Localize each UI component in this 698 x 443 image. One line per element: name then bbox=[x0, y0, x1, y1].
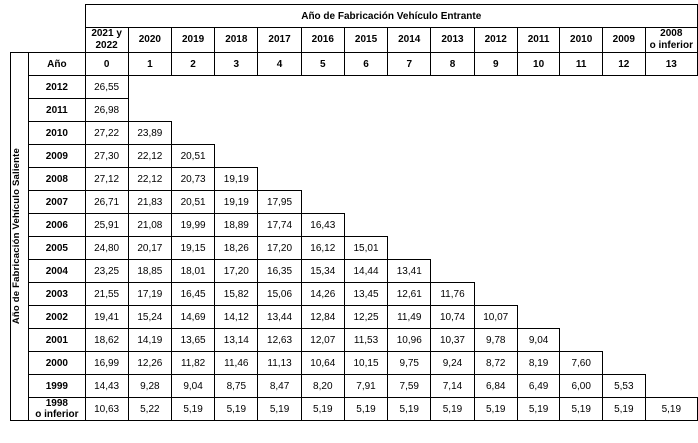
empty-cell bbox=[128, 76, 171, 99]
empty-cell bbox=[128, 99, 171, 122]
value-cell: 9,24 bbox=[431, 352, 474, 375]
table-row bbox=[11, 191, 698, 214]
value-cell: 20,51 bbox=[171, 145, 214, 168]
empty-cell bbox=[258, 76, 301, 99]
empty-cell bbox=[388, 76, 431, 99]
value-cell: 13,44 bbox=[258, 306, 301, 329]
empty-cell bbox=[517, 168, 560, 191]
value-cell: 23,25 bbox=[85, 260, 128, 283]
value-cell: 6,49 bbox=[517, 375, 560, 398]
incoming-year-header: 2011 bbox=[517, 28, 560, 53]
value-cell: 20,73 bbox=[171, 168, 214, 191]
value-cell: 15,24 bbox=[128, 306, 171, 329]
side-header-label: Año de Fabricación Vehículo Saliente bbox=[11, 148, 22, 325]
value-cell: 14,69 bbox=[171, 306, 214, 329]
value-cell: 10,64 bbox=[301, 352, 344, 375]
row-year-label: 2002 bbox=[29, 306, 85, 329]
empty-cell bbox=[258, 122, 301, 145]
age-index-header: 1 bbox=[128, 53, 171, 76]
table-row bbox=[11, 375, 698, 398]
row-year-label: 2011 bbox=[29, 99, 85, 122]
value-cell: 8,19 bbox=[517, 352, 560, 375]
empty-cell bbox=[560, 168, 603, 191]
empty-cell bbox=[388, 168, 431, 191]
empty-cell bbox=[215, 122, 258, 145]
empty-cell bbox=[301, 191, 344, 214]
value-cell: 23,89 bbox=[128, 122, 171, 145]
value-cell: 19,19 bbox=[215, 168, 258, 191]
row-year-label: 2007 bbox=[29, 191, 85, 214]
empty-cell bbox=[215, 145, 258, 168]
empty-cell bbox=[645, 76, 697, 99]
empty-cell bbox=[388, 145, 431, 168]
empty-cell bbox=[431, 214, 474, 237]
empty-cell bbox=[645, 145, 697, 168]
empty-cell bbox=[517, 237, 560, 260]
row-year-label: 2008 bbox=[29, 168, 85, 191]
corner-blank bbox=[11, 5, 29, 28]
value-cell: 14,19 bbox=[128, 329, 171, 352]
empty-cell bbox=[301, 122, 344, 145]
value-cell: 10,15 bbox=[344, 352, 387, 375]
empty-cell bbox=[645, 214, 697, 237]
value-cell: 17,20 bbox=[215, 260, 258, 283]
value-cell: 10,96 bbox=[388, 329, 431, 352]
value-cell: 15,06 bbox=[258, 283, 301, 306]
value-cell: 15,34 bbox=[301, 260, 344, 283]
empty-cell bbox=[431, 145, 474, 168]
value-cell: 19,99 bbox=[171, 214, 214, 237]
value-cell: 5,19 bbox=[344, 398, 387, 421]
empty-cell bbox=[215, 76, 258, 99]
empty-cell bbox=[344, 122, 387, 145]
value-cell: 12,84 bbox=[301, 306, 344, 329]
value-cell: 20,51 bbox=[171, 191, 214, 214]
empty-cell bbox=[474, 168, 517, 191]
table-row bbox=[11, 145, 698, 168]
age-index-header: 9 bbox=[474, 53, 517, 76]
value-cell: 17,95 bbox=[258, 191, 301, 214]
table-row bbox=[11, 214, 698, 237]
empty-cell bbox=[517, 283, 560, 306]
table-row bbox=[11, 329, 698, 352]
empty-cell bbox=[431, 76, 474, 99]
empty-cell bbox=[602, 214, 645, 237]
side-header-cell bbox=[11, 53, 29, 421]
incoming-year-header: 2015 bbox=[344, 28, 387, 53]
value-cell: 7,14 bbox=[431, 375, 474, 398]
row-year-label: 2001 bbox=[29, 329, 85, 352]
value-cell: 5,19 bbox=[215, 398, 258, 421]
empty-cell bbox=[602, 352, 645, 375]
value-cell: 5,19 bbox=[301, 398, 344, 421]
value-cell: 15,01 bbox=[344, 237, 387, 260]
age-index-header: 6 bbox=[344, 53, 387, 76]
value-cell: 5,19 bbox=[517, 398, 560, 421]
value-cell: 13,65 bbox=[171, 329, 214, 352]
value-cell: 17,19 bbox=[128, 283, 171, 306]
row-year-label: 2003 bbox=[29, 283, 85, 306]
value-cell: 11,82 bbox=[171, 352, 214, 375]
table-row bbox=[11, 76, 698, 99]
empty-cell bbox=[645, 283, 697, 306]
age-index-header: 12 bbox=[602, 53, 645, 76]
empty-cell bbox=[474, 214, 517, 237]
value-cell: 13,45 bbox=[344, 283, 387, 306]
value-cell: 5,19 bbox=[258, 398, 301, 421]
empty-cell bbox=[560, 191, 603, 214]
value-cell: 18,62 bbox=[85, 329, 128, 352]
value-cell: 21,55 bbox=[85, 283, 128, 306]
age-index-header: 8 bbox=[431, 53, 474, 76]
row-year-label: 2006 bbox=[29, 214, 85, 237]
empty-cell bbox=[474, 283, 517, 306]
value-cell: 18,85 bbox=[128, 260, 171, 283]
value-cell: 8,20 bbox=[301, 375, 344, 398]
value-cell: 10,74 bbox=[431, 306, 474, 329]
empty-cell bbox=[258, 99, 301, 122]
value-cell: 9,04 bbox=[171, 375, 214, 398]
empty-cell bbox=[517, 76, 560, 99]
value-cell: 5,19 bbox=[645, 398, 697, 421]
value-cell: 14,44 bbox=[344, 260, 387, 283]
top-header-title: Año de Fabricación Vehículo Entrante bbox=[85, 5, 698, 28]
row-year-label: 2009 bbox=[29, 145, 85, 168]
value-cell: 27,12 bbox=[85, 168, 128, 191]
empty-cell bbox=[215, 99, 258, 122]
value-cell: 16,12 bbox=[301, 237, 344, 260]
value-cell: 9,04 bbox=[517, 329, 560, 352]
value-cell: 27,22 bbox=[85, 122, 128, 145]
incoming-year-header: 2018 bbox=[215, 28, 258, 53]
incoming-year-header: 2016 bbox=[301, 28, 344, 53]
value-cell: 8,75 bbox=[215, 375, 258, 398]
value-cell: 11,53 bbox=[344, 329, 387, 352]
empty-cell bbox=[560, 260, 603, 283]
value-cell: 24,80 bbox=[85, 237, 128, 260]
row-year-label: 2012 bbox=[29, 76, 85, 99]
value-cell: 6,00 bbox=[560, 375, 603, 398]
value-cell: 13,14 bbox=[215, 329, 258, 352]
value-cell: 10,63 bbox=[85, 398, 128, 421]
empty-cell bbox=[388, 122, 431, 145]
value-cell: 5,19 bbox=[431, 398, 474, 421]
empty-cell bbox=[431, 99, 474, 122]
value-cell: 10,07 bbox=[474, 306, 517, 329]
incoming-year-header: 2017 bbox=[258, 28, 301, 53]
empty-cell bbox=[560, 99, 603, 122]
value-cell: 10,37 bbox=[431, 329, 474, 352]
value-cell: 13,41 bbox=[388, 260, 431, 283]
value-cell: 7,91 bbox=[344, 375, 387, 398]
value-cell: 9,75 bbox=[388, 352, 431, 375]
row-year-label: 2005 bbox=[29, 237, 85, 260]
incoming-year-header: 2010 bbox=[560, 28, 603, 53]
empty-cell bbox=[602, 168, 645, 191]
age-index-header: 7 bbox=[388, 53, 431, 76]
empty-cell bbox=[560, 145, 603, 168]
value-cell: 21,08 bbox=[128, 214, 171, 237]
empty-cell bbox=[602, 237, 645, 260]
empty-cell bbox=[645, 375, 697, 398]
value-cell: 22,12 bbox=[128, 145, 171, 168]
table-row bbox=[11, 398, 698, 421]
age-index-header: 3 bbox=[215, 53, 258, 76]
empty-cell bbox=[602, 329, 645, 352]
empty-cell bbox=[474, 260, 517, 283]
empty-cell bbox=[645, 260, 697, 283]
value-cell: 9,28 bbox=[128, 375, 171, 398]
empty-cell bbox=[388, 214, 431, 237]
empty-cell bbox=[560, 237, 603, 260]
corner-blank-2 bbox=[29, 5, 85, 28]
value-cell: 16,99 bbox=[85, 352, 128, 375]
empty-cell bbox=[474, 191, 517, 214]
value-cell: 11,13 bbox=[258, 352, 301, 375]
empty-cell bbox=[560, 214, 603, 237]
empty-cell bbox=[645, 237, 697, 260]
value-cell: 12,25 bbox=[344, 306, 387, 329]
value-cell: 25,91 bbox=[85, 214, 128, 237]
empty-cell bbox=[388, 191, 431, 214]
empty-cell bbox=[474, 145, 517, 168]
empty-cell bbox=[301, 99, 344, 122]
corner-blank-3 bbox=[11, 28, 29, 53]
incoming-year-header: 2008 o inferior bbox=[645, 28, 697, 53]
value-cell: 27,30 bbox=[85, 145, 128, 168]
incoming-year-header: 2019 bbox=[171, 28, 214, 53]
incoming-year-header: 2021 y 2022 bbox=[85, 28, 128, 53]
table-row bbox=[11, 99, 698, 122]
row-year-label: 2010 bbox=[29, 122, 85, 145]
empty-cell bbox=[301, 145, 344, 168]
empty-cell bbox=[560, 76, 603, 99]
empty-cell bbox=[602, 145, 645, 168]
value-cell: 14,12 bbox=[215, 306, 258, 329]
empty-cell bbox=[517, 306, 560, 329]
empty-cell bbox=[517, 191, 560, 214]
empty-cell bbox=[474, 99, 517, 122]
empty-cell bbox=[517, 260, 560, 283]
value-cell: 5,19 bbox=[560, 398, 603, 421]
empty-cell bbox=[602, 122, 645, 145]
value-cell: 8,72 bbox=[474, 352, 517, 375]
table-row bbox=[11, 283, 698, 306]
empty-cell bbox=[645, 168, 697, 191]
empty-cell bbox=[258, 145, 301, 168]
empty-cell bbox=[171, 99, 214, 122]
empty-cell bbox=[517, 99, 560, 122]
empty-cell bbox=[602, 260, 645, 283]
empty-cell bbox=[602, 191, 645, 214]
empty-cell bbox=[431, 122, 474, 145]
empty-cell bbox=[474, 237, 517, 260]
table-row bbox=[11, 260, 698, 283]
empty-cell bbox=[474, 76, 517, 99]
value-cell: 18,89 bbox=[215, 214, 258, 237]
empty-cell bbox=[602, 99, 645, 122]
value-cell: 11,46 bbox=[215, 352, 258, 375]
empty-cell bbox=[171, 76, 214, 99]
empty-cell bbox=[431, 191, 474, 214]
value-cell: 12,26 bbox=[128, 352, 171, 375]
empty-cell bbox=[258, 168, 301, 191]
value-cell: 14,26 bbox=[301, 283, 344, 306]
empty-cell bbox=[645, 329, 697, 352]
value-cell: 5,19 bbox=[388, 398, 431, 421]
value-cell: 17,74 bbox=[258, 214, 301, 237]
value-cell: 12,07 bbox=[301, 329, 344, 352]
empty-cell bbox=[602, 76, 645, 99]
value-cell: 6,84 bbox=[474, 375, 517, 398]
value-cell: 9,78 bbox=[474, 329, 517, 352]
empty-cell bbox=[602, 306, 645, 329]
incoming-year-header: 2014 bbox=[388, 28, 431, 53]
value-cell: 26,71 bbox=[85, 191, 128, 214]
empty-cell bbox=[517, 122, 560, 145]
value-cell: 16,45 bbox=[171, 283, 214, 306]
empty-cell bbox=[344, 168, 387, 191]
age-index-header: 13 bbox=[645, 53, 697, 76]
value-cell: 11,76 bbox=[431, 283, 474, 306]
value-cell: 19,19 bbox=[215, 191, 258, 214]
empty-cell bbox=[474, 122, 517, 145]
value-cell: 26,55 bbox=[85, 76, 128, 99]
value-cell: 15,82 bbox=[215, 283, 258, 306]
age-index-header: 5 bbox=[301, 53, 344, 76]
table-row bbox=[11, 237, 698, 260]
incoming-year-header: 2009 bbox=[602, 28, 645, 53]
value-cell: 5,19 bbox=[602, 398, 645, 421]
age-index-header: 4 bbox=[258, 53, 301, 76]
value-cell: 26,98 bbox=[85, 99, 128, 122]
empty-cell bbox=[645, 306, 697, 329]
value-cell: 16,35 bbox=[258, 260, 301, 283]
empty-cell bbox=[431, 260, 474, 283]
empty-cell bbox=[517, 145, 560, 168]
value-cell: 7,59 bbox=[388, 375, 431, 398]
incoming-year-header: 2012 bbox=[474, 28, 517, 53]
empty-cell bbox=[388, 237, 431, 260]
empty-cell bbox=[431, 237, 474, 260]
age-index-header: 10 bbox=[517, 53, 560, 76]
empty-cell bbox=[560, 122, 603, 145]
incoming-year-header: 2020 bbox=[128, 28, 171, 53]
value-cell: 5,22 bbox=[128, 398, 171, 421]
value-cell: 7,60 bbox=[560, 352, 603, 375]
empty-cell bbox=[645, 352, 697, 375]
empty-cell bbox=[645, 191, 697, 214]
year-column-header: Año bbox=[29, 53, 85, 76]
incoming-year-header: 2013 bbox=[431, 28, 474, 53]
depreciation-matrix-table bbox=[10, 4, 698, 421]
row-year-label: 2000 bbox=[29, 352, 85, 375]
value-cell: 19,41 bbox=[85, 306, 128, 329]
table-row bbox=[11, 352, 698, 375]
empty-cell bbox=[560, 306, 603, 329]
value-cell: 16,43 bbox=[301, 214, 344, 237]
value-cell: 21,83 bbox=[128, 191, 171, 214]
empty-cell bbox=[560, 283, 603, 306]
value-cell: 14,43 bbox=[85, 375, 128, 398]
empty-cell bbox=[560, 329, 603, 352]
table-row bbox=[11, 168, 698, 191]
row-year-label: 1998 o inferior bbox=[29, 398, 85, 421]
value-cell: 20,17 bbox=[128, 237, 171, 260]
empty-cell bbox=[344, 191, 387, 214]
empty-cell bbox=[344, 76, 387, 99]
value-cell: 17,20 bbox=[258, 237, 301, 260]
value-cell: 8,47 bbox=[258, 375, 301, 398]
empty-cell bbox=[344, 145, 387, 168]
empty-cell bbox=[645, 99, 697, 122]
row-year-label: 2004 bbox=[29, 260, 85, 283]
value-cell: 12,61 bbox=[388, 283, 431, 306]
empty-cell bbox=[301, 168, 344, 191]
empty-cell bbox=[344, 99, 387, 122]
value-cell: 11,49 bbox=[388, 306, 431, 329]
value-cell: 19,15 bbox=[171, 237, 214, 260]
value-cell: 12,63 bbox=[258, 329, 301, 352]
empty-cell bbox=[171, 122, 214, 145]
age-index-header: 11 bbox=[560, 53, 603, 76]
empty-cell bbox=[602, 283, 645, 306]
table-row bbox=[11, 306, 698, 329]
value-cell: 5,53 bbox=[602, 375, 645, 398]
value-cell: 18,01 bbox=[171, 260, 214, 283]
row-year-label: 1999 bbox=[29, 375, 85, 398]
value-cell: 5,19 bbox=[171, 398, 214, 421]
empty-cell bbox=[517, 214, 560, 237]
value-cell: 5,19 bbox=[474, 398, 517, 421]
value-cell: 18,26 bbox=[215, 237, 258, 260]
corner-blank-4 bbox=[29, 28, 85, 53]
age-index-header: 2 bbox=[171, 53, 214, 76]
age-index-header: 0 bbox=[85, 53, 128, 76]
empty-cell bbox=[431, 168, 474, 191]
table-row bbox=[11, 122, 698, 145]
empty-cell bbox=[344, 214, 387, 237]
value-cell: 22,12 bbox=[128, 168, 171, 191]
empty-cell bbox=[645, 122, 697, 145]
empty-cell bbox=[301, 76, 344, 99]
empty-cell bbox=[388, 99, 431, 122]
